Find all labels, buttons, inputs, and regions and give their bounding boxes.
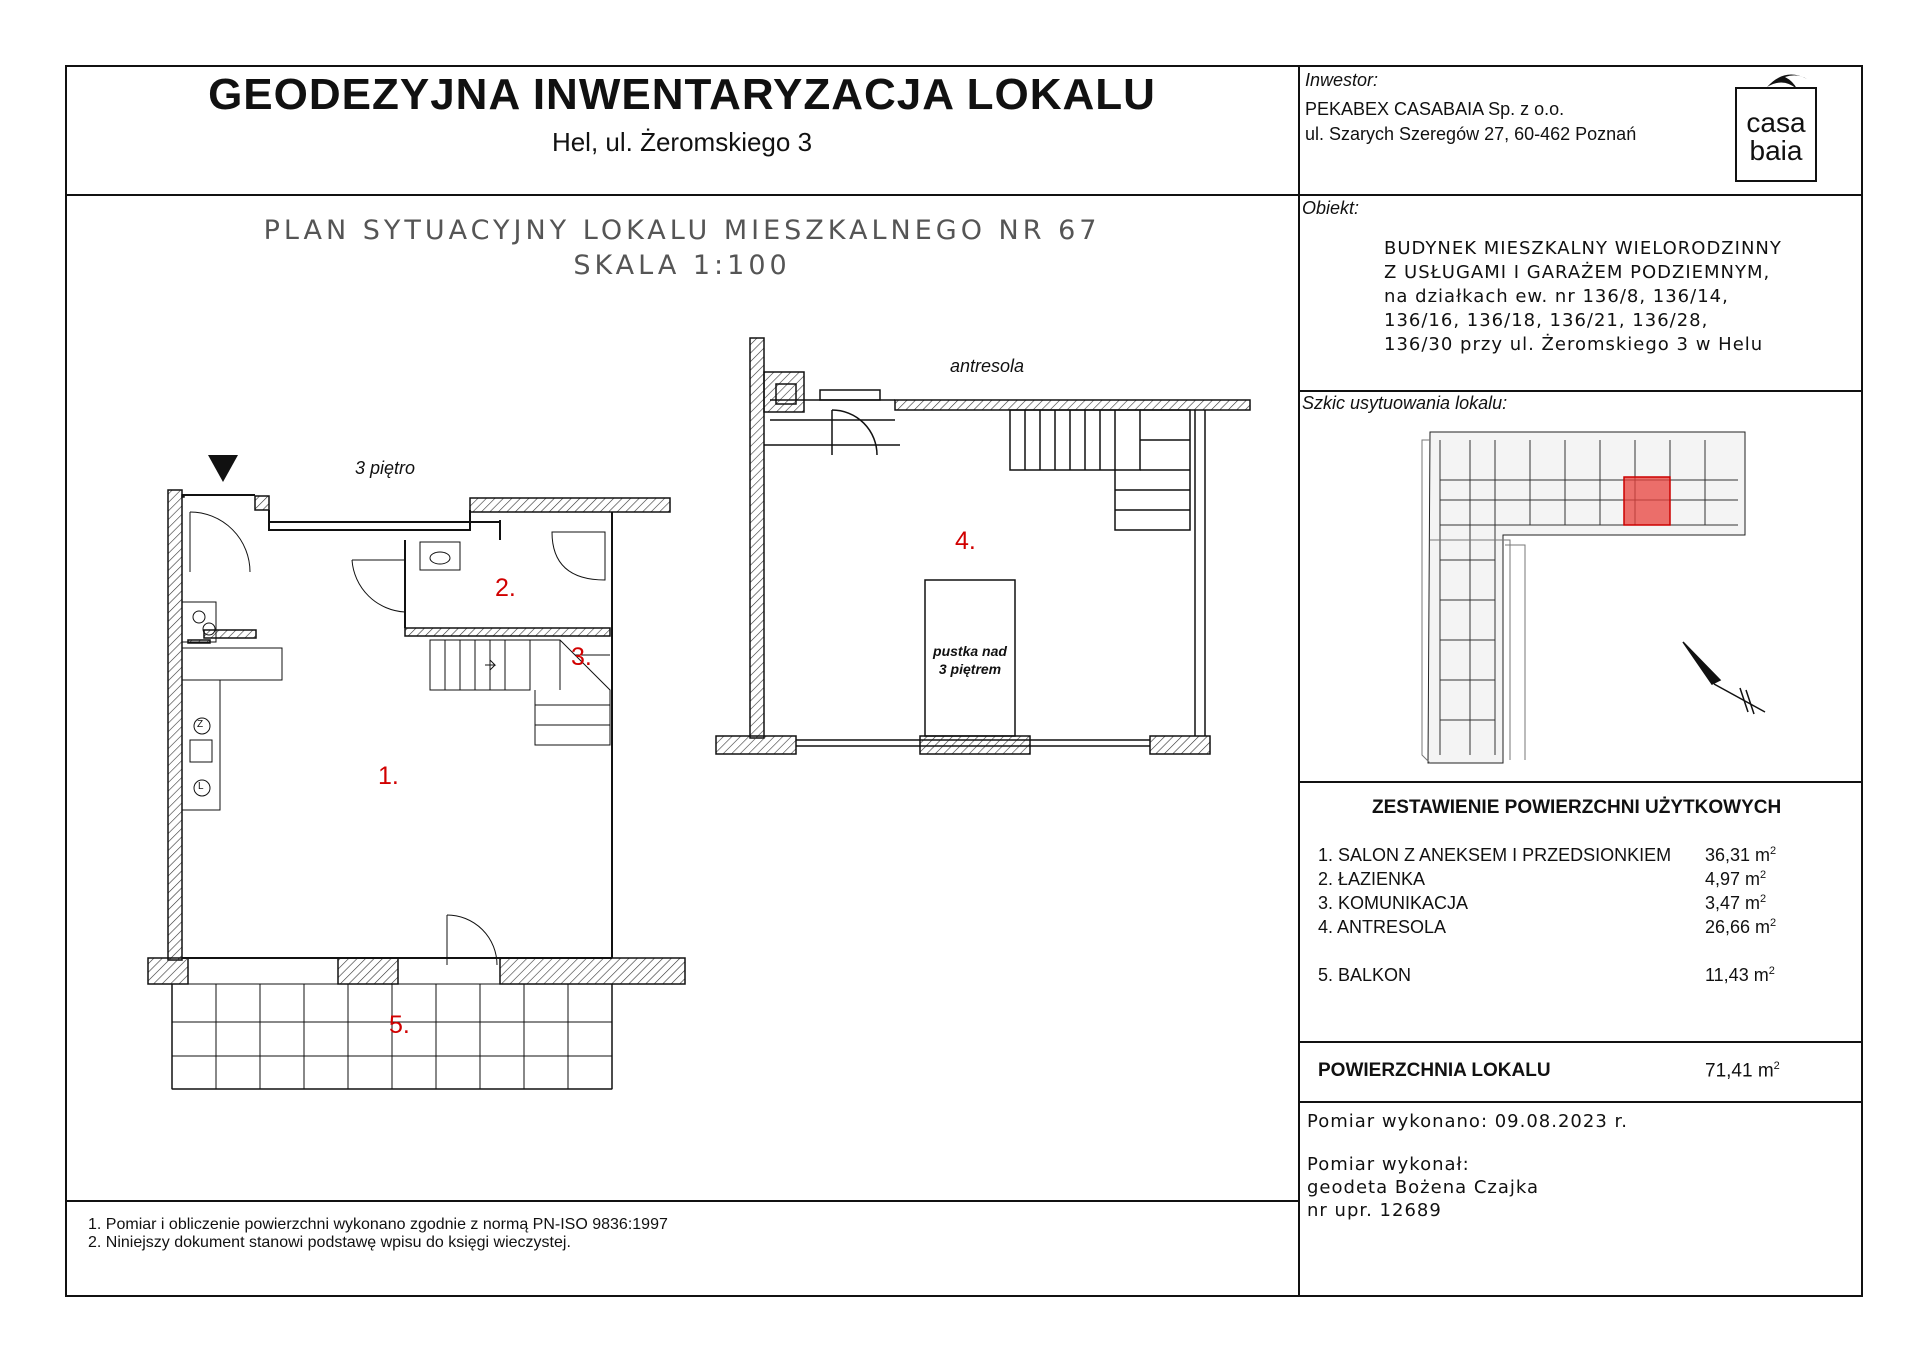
area-row-3-value: 3,47 $m^2$ <box>1705 893 1767 913</box>
mezzanine-plan <box>716 338 1250 754</box>
area-row-3-name: 3. KOMUNIKACJA <box>1318 893 1469 913</box>
areas-heading: ZESTAWIENIE POWIERZCHNI UŻYTKOWYCH <box>1372 797 1782 818</box>
entrance-marker-icon <box>208 455 238 482</box>
investor-name: PEKABEX CASABAIA Sp. z o.o. <box>1305 99 1565 119</box>
kitchen-symbol-z: Z <box>197 719 204 730</box>
note-1: 1. Pomiar i obliczenie powierzchni wykonano zgodnie z normą PN-ISO 9836:1997 <box>88 1216 668 1233</box>
logo-line-2: baia <box>1749 135 1803 166</box>
measurement-date: Pomiar wykonano: 09.08.2023 r. <box>1307 1111 1628 1132</box>
area-row-2-value: 4,97 $m^2$ <box>1705 869 1767 889</box>
object-line-2: Z USŁUGAMI I GARAŻEM PODZIEMNYM, <box>1384 262 1771 283</box>
mezzanine-label: antresola <box>950 356 1025 376</box>
object-line-1: BUDYNEK MIESZKALNY WIELORODZINNY <box>1384 238 1782 259</box>
area-row-4-name: 4. ANTRESOLA <box>1318 917 1447 937</box>
document-address: Hel, ul. Żeromskiego 3 <box>551 127 813 157</box>
object-label: Obiekt: <box>1302 198 1360 218</box>
area-row-1-value: 36,31 $m^2$ <box>1705 845 1777 865</box>
investor-address: ul. Szarych Szeregów 27, 60-462 Poznań <box>1305 124 1637 144</box>
void-label: pustka nad 3 piętrem <box>933 643 1007 677</box>
floor3-plan <box>148 455 685 1089</box>
area-row-5-name: 5. BALKON <box>1318 965 1412 985</box>
total-area-label: POWIERZCHNIA LOKALU <box>1318 1060 1551 1081</box>
room-2-number: 2. <box>495 574 516 602</box>
note-2: 2. Niniejszy dokument stanowi podstawę wpisu do księgi wieczystej. <box>88 1234 571 1251</box>
object-line-5: 136/30 przy ul. Żeromskiego 3 w Helu <box>1384 334 1764 355</box>
surveyor-license: nr upr. 12689 <box>1307 1200 1442 1221</box>
document-title: GEODEZYJNA INWENTARYZACJA LOKALU <box>208 70 1156 119</box>
floor3-label: 3 piętro <box>355 458 416 478</box>
plan-title: PLAN SYTUACYJNY LOKALU MIESZKALNEGO NR 67 SKALA 1:100 <box>263 215 1101 281</box>
kitchen-symbol-l: L <box>198 781 204 792</box>
total-area-value: 71,41 $m^2$ <box>1705 1060 1780 1082</box>
sketch-label: Szkic usytuowania lokalu: <box>1302 393 1508 413</box>
room-3-number: 3. <box>571 643 592 671</box>
room-5-number: 5. <box>389 1011 410 1039</box>
measurement-by-label: Pomiar wykonał: <box>1307 1154 1470 1175</box>
room-4-number: 4. <box>955 527 976 555</box>
room-1-number: 1. <box>378 762 399 790</box>
logo-line-1: casa <box>1746 107 1806 138</box>
area-row-1-name: 1. SALON Z ANEKSEM I PRZEDSIONKIEM <box>1318 845 1672 865</box>
investor-label: Inwestor: <box>1305 70 1379 90</box>
surveyor-name: geodeta Bożena Czajka <box>1307 1177 1540 1198</box>
area-row-5-value: 11,43 $m^2$ <box>1705 965 1775 985</box>
object-line-4: 136/16, 136/18, 136/21, 136/28, <box>1384 310 1709 331</box>
object-line-3: na działkach ew. nr 136/8, 136/14, <box>1384 286 1729 307</box>
area-row-2-name: 2. ŁAZIENKA <box>1318 869 1426 889</box>
area-row-4-value: 26,66 $m^2$ <box>1705 917 1777 937</box>
